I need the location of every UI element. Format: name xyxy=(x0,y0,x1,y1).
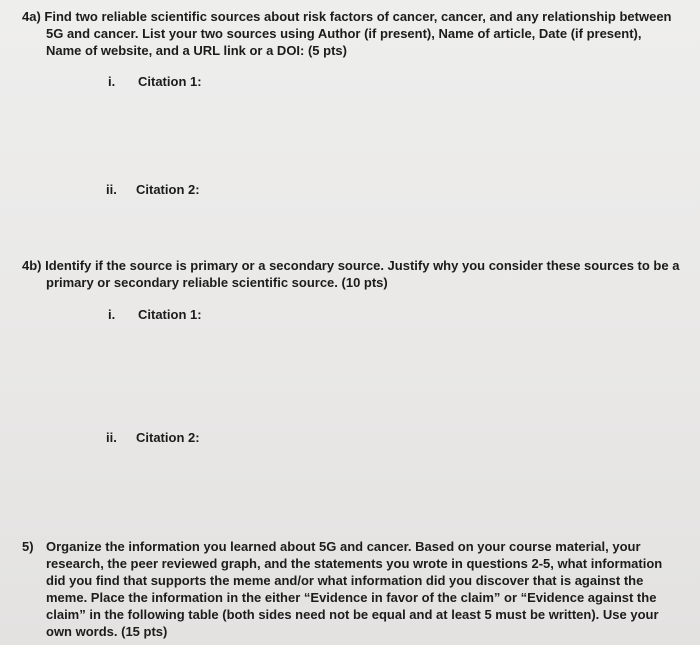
citation-numeral: i. xyxy=(108,74,116,89)
question-5-number: 5) xyxy=(22,539,34,554)
question-4a-line-3: Name of website, and a URL link or a DOI: (5 pts) xyxy=(46,43,347,58)
question-5-line-3: did you find that supports the meme and/or what information did you discover that is against the xyxy=(46,573,644,588)
citation-label: Citation 2: xyxy=(136,430,200,445)
question-5-line-1: Organize the information you learned about 5G and cancer. Based on your course material, your xyxy=(46,539,641,554)
question-5 xyxy=(22,538,670,640)
citation-label: Citation 1: xyxy=(138,74,202,89)
question-5-line-6: own words. (15 pts) xyxy=(46,624,168,639)
citation-label: Citation 2: xyxy=(136,182,200,197)
citation-numeral: ii. xyxy=(106,430,117,445)
citation-numeral: ii. xyxy=(106,182,117,197)
citation-numeral: i. xyxy=(108,307,116,322)
question-4b-line-1: 4b) Identify if the source is primary or a secondary source. Justify why you consider these sources to be a xyxy=(22,258,680,273)
question-5-line-2: research, the peer reviewed graph, and the statements you wrote in questions 2-5, what information xyxy=(46,556,663,571)
question-4b xyxy=(22,257,680,291)
question-4a-line-2: 5G and cancer. List your two sources using Author (if present), Name of article, Date (if present), xyxy=(46,26,642,41)
question-5-line-4: meme. Place the information in the either “Evidence in favor of the claim” or “Evidence against the xyxy=(46,590,657,605)
citation-label: Citation 1: xyxy=(138,307,202,322)
question-4a xyxy=(22,8,670,59)
question-4b-line-2: primary or secondary reliable scientific source. (10 pts) xyxy=(46,275,388,290)
question-5-line-5: claim” in the following table (both sides need not be equal and at least 5 must be written). Use your xyxy=(46,607,659,622)
question-4a-line-1: 4a) Find two reliable scientific sources about risk factors of cancer, cancer, and any relationship between xyxy=(22,9,672,24)
